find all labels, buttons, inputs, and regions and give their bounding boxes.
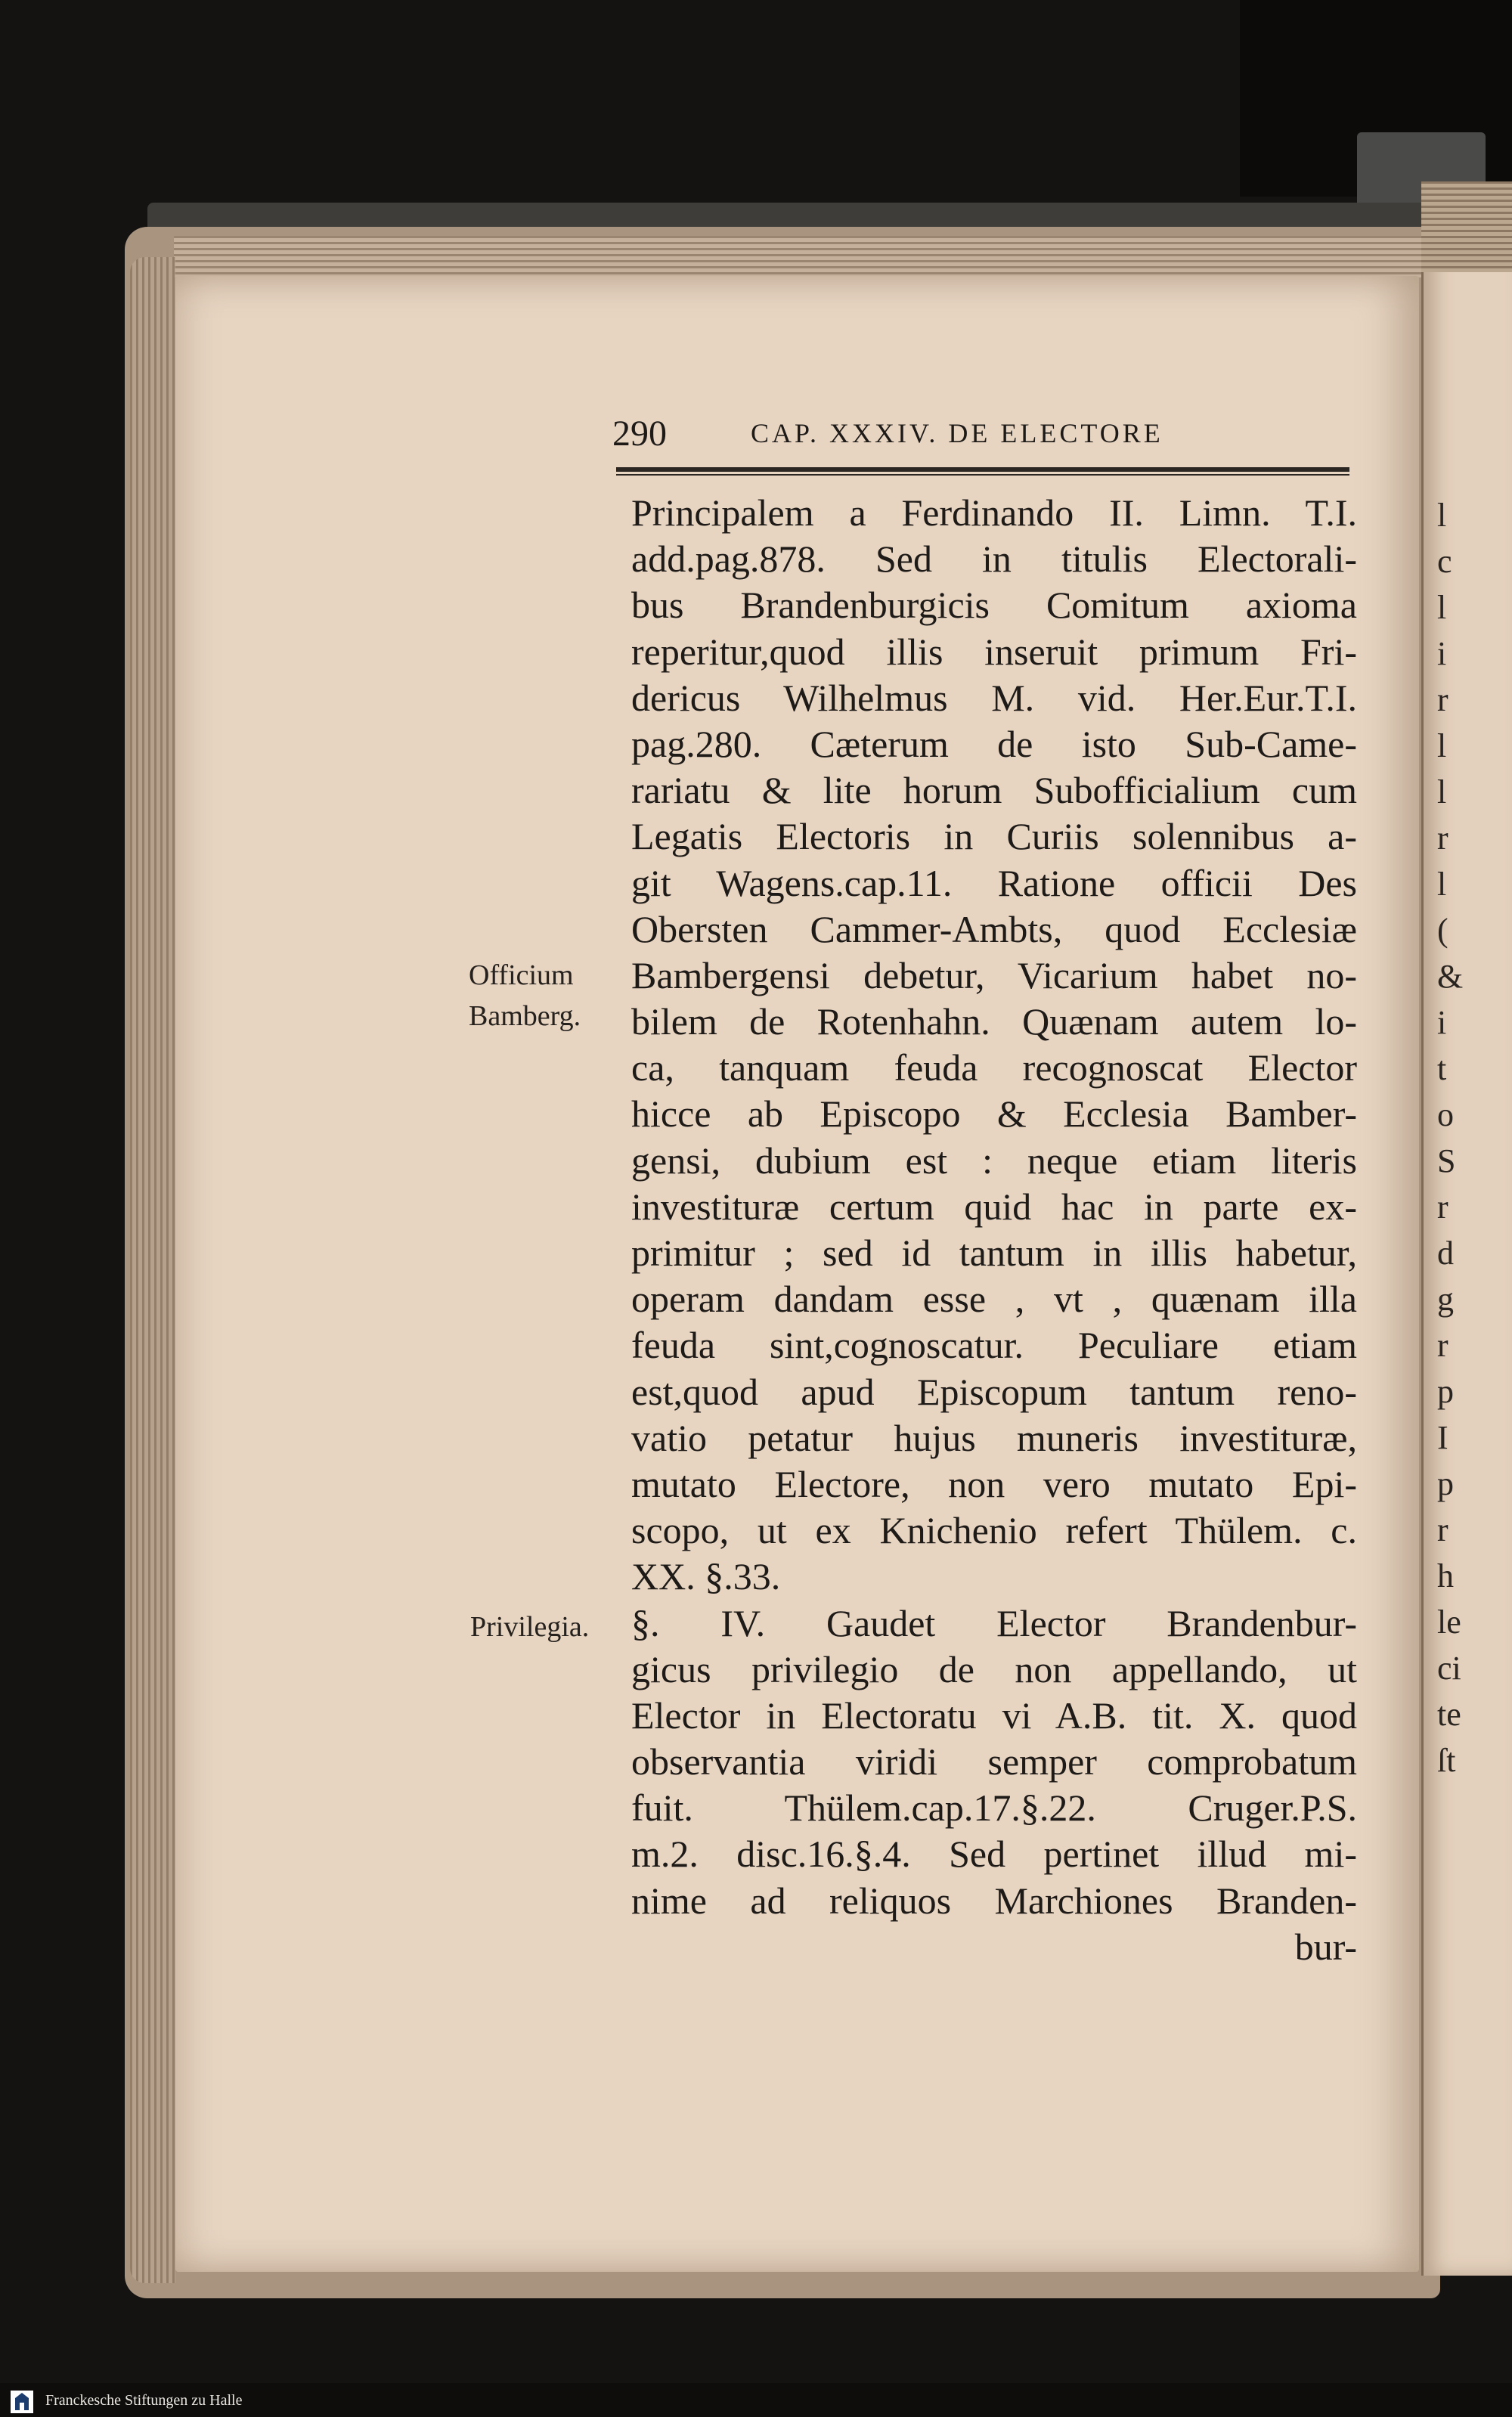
- right-page-letter: r: [1437, 820, 1448, 857]
- text-line: m.2. disc.16.§.4. Sed pertinet illud mi-: [631, 1833, 1357, 1876]
- right-page-letter: g: [1437, 1281, 1454, 1318]
- text-line: Elector in Electoratu vi A.B. tit. X. quod: [631, 1693, 1357, 1737]
- text-line: mutato Electore, non vero mutato Epi-: [631, 1462, 1357, 1505]
- header-rule: [616, 467, 1349, 472]
- text-line: bilem de Rotenhahn. Quænam autem lo-: [631, 1000, 1357, 1043]
- text-line: ca, tanquam feuda recognoscat Elector: [631, 1046, 1357, 1089]
- margin-note-officium: Officium: [469, 959, 574, 991]
- text-line: Legatis Electoris in Curiis solennibus a-: [631, 815, 1357, 858]
- text-line: feuda sint,cognoscatur. Peculiare etiam: [631, 1324, 1357, 1367]
- text-line: gicus privilegio de non appellando, ut: [631, 1647, 1357, 1690]
- text-line: operam dandam esse , vt , quænam illa: [631, 1278, 1357, 1321]
- right-page-letter: le: [1437, 1604, 1461, 1641]
- right-page-letter: l: [1437, 727, 1447, 764]
- institution-logo-icon: [11, 2391, 33, 2413]
- text-line: rariatu & lite horum Subofficialium cum: [631, 769, 1357, 812]
- right-page-letter: i: [1437, 635, 1447, 672]
- right-page-letter: l: [1437, 589, 1447, 626]
- right-page-letter: c: [1437, 543, 1452, 580]
- text-line: Principalem a Ferdinando II. Limn. T.I.: [631, 491, 1357, 534]
- right-page-letter: S: [1437, 1142, 1456, 1179]
- right-page-letter: r: [1437, 1188, 1448, 1226]
- right-page-letter: p: [1437, 1465, 1454, 1502]
- text-line: scopo, ut ex Knichenio refert Thülem. c.: [631, 1509, 1357, 1552]
- text-line: pag.280. Cæterum de isto Sub-Came-: [631, 722, 1357, 765]
- text-line: vatio petatur hujus muneris investituræ,: [631, 1416, 1357, 1459]
- text-line: hicce ab Episcopo & Ecclesia Bamber-: [631, 1092, 1357, 1136]
- right-page-letter: i: [1437, 1004, 1447, 1041]
- text-line: fuit. Thülem.cap.17.§.22. Cruger.P.S.: [631, 1786, 1357, 1830]
- text-line: est,quod apud Episcopum tantum reno-: [631, 1370, 1357, 1413]
- right-page-letter: o: [1437, 1096, 1454, 1133]
- text-line: bur-: [1294, 1925, 1357, 1968]
- right-page-letter: ſt: [1437, 1742, 1456, 1779]
- margin-note-privilegia: Privilegia.: [470, 1611, 590, 1643]
- text-line: nime ad reliquos Marchiones Branden-: [631, 1879, 1357, 1922]
- right-page-letter: l: [1437, 497, 1447, 534]
- text-line: reperitur,quod illis inseruit primum Fri-: [631, 630, 1357, 673]
- text-line: add.pag.878. Sed in titulis Electorali-: [631, 538, 1357, 581]
- right-page-letter: r: [1437, 1511, 1448, 1548]
- right-page-letter: h: [1437, 1557, 1454, 1594]
- right-page-letter: l: [1437, 866, 1447, 903]
- text-line: observantia viridi semper comprobatum: [631, 1740, 1357, 1783]
- page-header: [612, 413, 1293, 466]
- text-line: gensi, dubium est : neque etiam literis: [631, 1139, 1357, 1182]
- text-line: §. IV. Gaudet Elector Brandenbur-: [631, 1601, 1357, 1644]
- right-page-letter: te: [1437, 1696, 1461, 1733]
- right-page-letter: l: [1437, 773, 1447, 810]
- text-line: XX. §.33.: [631, 1555, 781, 1598]
- right-page-letter: t: [1437, 1050, 1447, 1087]
- running-head: CAP. XXXIV. DE ELECTORE: [751, 418, 1163, 448]
- right-page-letter: (: [1437, 912, 1448, 949]
- text-line: bus Brandenburgicis Comitum axioma: [631, 584, 1357, 627]
- text-line: Obersten Cammer-Ambts, quod Ecclesiæ: [631, 907, 1357, 950]
- text-line: Bambergensi debetur, Vicarium habet no-: [631, 953, 1357, 996]
- right-page-letter: &: [1437, 958, 1464, 995]
- text-line: primitur ; sed id tantum in illis habetur,: [631, 1232, 1357, 1274]
- header-rule-thin: [616, 474, 1349, 476]
- text-line: investituræ certum quid hac in parte ex-: [631, 1185, 1357, 1228]
- right-page-letter: ci: [1437, 1650, 1461, 1687]
- text-line: dericus Wilhelmus M. vid. Her.Eur.T.I.: [631, 676, 1357, 719]
- right-page-letter: r: [1437, 681, 1448, 718]
- margin-note-bamberg: Bamberg.: [469, 1000, 581, 1032]
- text-line: git Wagens.cap.11. Ratione officii Des: [631, 861, 1357, 904]
- page-number: 290: [612, 414, 667, 454]
- right-page-letter: d: [1437, 1235, 1454, 1272]
- right-page-letter: p: [1437, 1373, 1454, 1410]
- right-page-letter: r: [1437, 1327, 1448, 1364]
- body-text: [631, 490, 1357, 1970]
- right-page-letter: I: [1437, 1419, 1448, 1456]
- footer-credit: Franckesche Stiftungen zu Halle: [45, 2392, 243, 2409]
